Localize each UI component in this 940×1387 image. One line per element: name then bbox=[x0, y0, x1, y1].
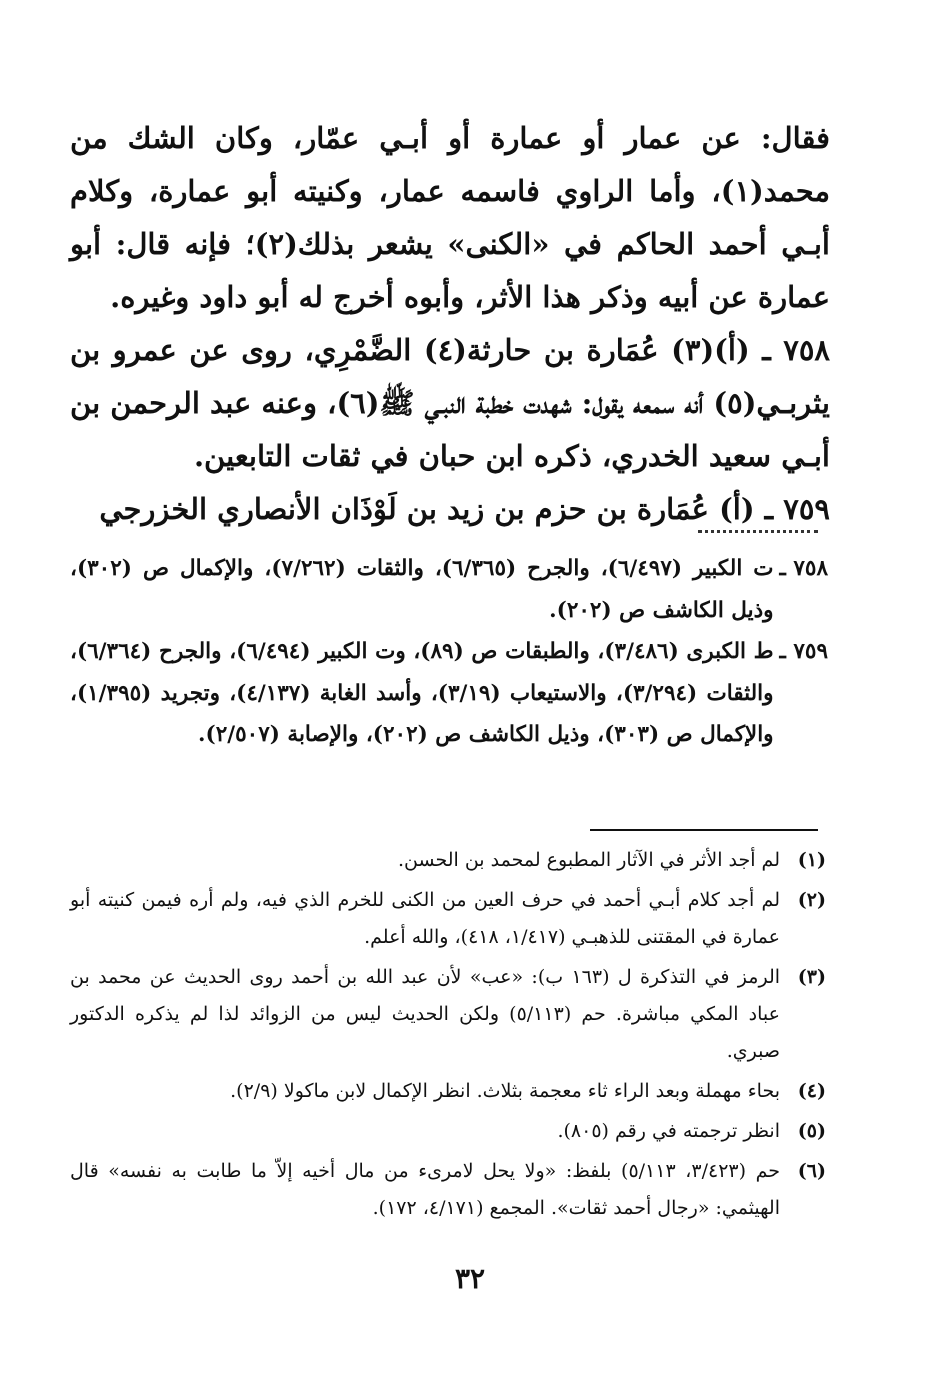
footnote-number: (٢) bbox=[797, 889, 826, 911]
footnote-text: الرمز في التذكرة ل (١٦٣ ب): «عب» لأن عبد الله بن أحمد روى الحديث عن محمد بن عباد المكي مباشرة. حم (٥/١١٣) ولكن الحديث ليس من الزوائد لذا لم يذكره الدكتور صبري. bbox=[70, 966, 781, 1062]
entry-758: ٧٥٨ ـ (أ)(٣) عُمَارة بن حارثة(٤) الضَّمْرِي، روى عن عمرو بن يثربـي(٥) أنه سمعه يقول: شهدت خطبة النبـي ﷺ(٦)، وعنه عبد الرحمن بن أبـي سعيد الخدري، ذكره ابن حبان في ثقات التابعين. bbox=[70, 333, 830, 473]
footnote-number: (٣) bbox=[797, 966, 826, 988]
reference-758 bbox=[70, 548, 828, 631]
footnote bbox=[70, 1073, 826, 1110]
reference-number: ٧٥٩ ـ bbox=[779, 639, 828, 664]
source-references bbox=[70, 548, 828, 756]
reference-number: ٧٥٨ ـ bbox=[779, 556, 828, 581]
footnote-text: حم (٣/٤٢٣، ٥/١١٣) بلفظ: «ولا يحل لامرىء من مال أخيه إلاّ ما طابت به نفسه» قال الهيثمي: «رجال أحمد ثقات». المجمع (٤/١٧١، ١٧٢). bbox=[70, 1160, 780, 1219]
footnote-number: (١) bbox=[797, 849, 826, 871]
footnote bbox=[70, 1113, 826, 1150]
footnote-rule bbox=[590, 829, 818, 831]
footnotes bbox=[70, 842, 826, 1230]
reference-759 bbox=[70, 631, 828, 756]
footnote bbox=[70, 959, 826, 1070]
footnote bbox=[70, 882, 826, 956]
main-text bbox=[70, 112, 830, 536]
footnote-text: انظر ترجمته في رقم (٨٠٥). bbox=[557, 1120, 780, 1142]
footnote-text: بحاء مهملة وبعد الراء ثاء معجمة بثلاث. انظر الإكمال لابن ماكولا (٢/٩). bbox=[230, 1080, 780, 1102]
entry-759: ٧٥٩ ـ (أ) عُمَارة بن حزم بن زيد بن لَوْذَان الأنصاري الخزرجي bbox=[99, 492, 830, 526]
footnote-number: (٤) bbox=[797, 1080, 826, 1102]
reference-text: ت الكبير (٦/٤٩٧)، والجرح (٦/٣٦٥)، والثقات (٧/٢٦٢)، والإكمال ص (٣٠٢)، وذيل الكاشف ص (٢٠٢). bbox=[70, 556, 774, 623]
paragraph-1: فقال: عن عمار أو عمارة أو أبـي عمّار، وكان الشك من محمد(١)، وأما الراوي فاسمه عمار، وكنيته أبو عمارة، وكلام أبـي أحمد الحاكم في «الكنى» يشعر بذلك(٢)؛ فإنه قال: أبو عمارة عن أبيه وذكر هذا الأثر، وأبوه أخرج له أبو داود وغيره. bbox=[70, 121, 830, 314]
footnote-text: لم أجد الأثر في الآثار المطبوع لمحمد بن الحسن. bbox=[398, 849, 780, 871]
dotted-separator bbox=[698, 530, 818, 533]
reference-text: ط الكبرى (٣/٤٨٦)، والطبقات ص (٨٩)، وت الكبير (٦/٤٩٤)، والجرح (٦/٣٦٤)، والثقات (٣/٢٩٤)، والاستيعاب (٣/١٩)، وأسد الغابة (٤/١٣٧)، وتجريد (١/٣٩٥)، والإكمال ص (٣٠٣)، وذيل الكاشف ص (٢٠٢)، والإصابة (٢/٥٠٧). bbox=[70, 639, 774, 747]
footnote-number: (٥) bbox=[797, 1120, 826, 1142]
footnote bbox=[70, 842, 826, 879]
page-number: ٣٢ bbox=[454, 1262, 486, 1295]
footnote-number: (٦) bbox=[797, 1160, 826, 1182]
footnote-text: لم أجد كلام أبـي أحمد في حرف العين من الكنى للخرم الذي فيه، ولم أره فيمن كنيته أبو عمارة في المقتنى للذهبـي (١/٤١٧، ٤١٨)، والله أعلم. bbox=[70, 889, 780, 948]
footnote bbox=[70, 1153, 826, 1227]
